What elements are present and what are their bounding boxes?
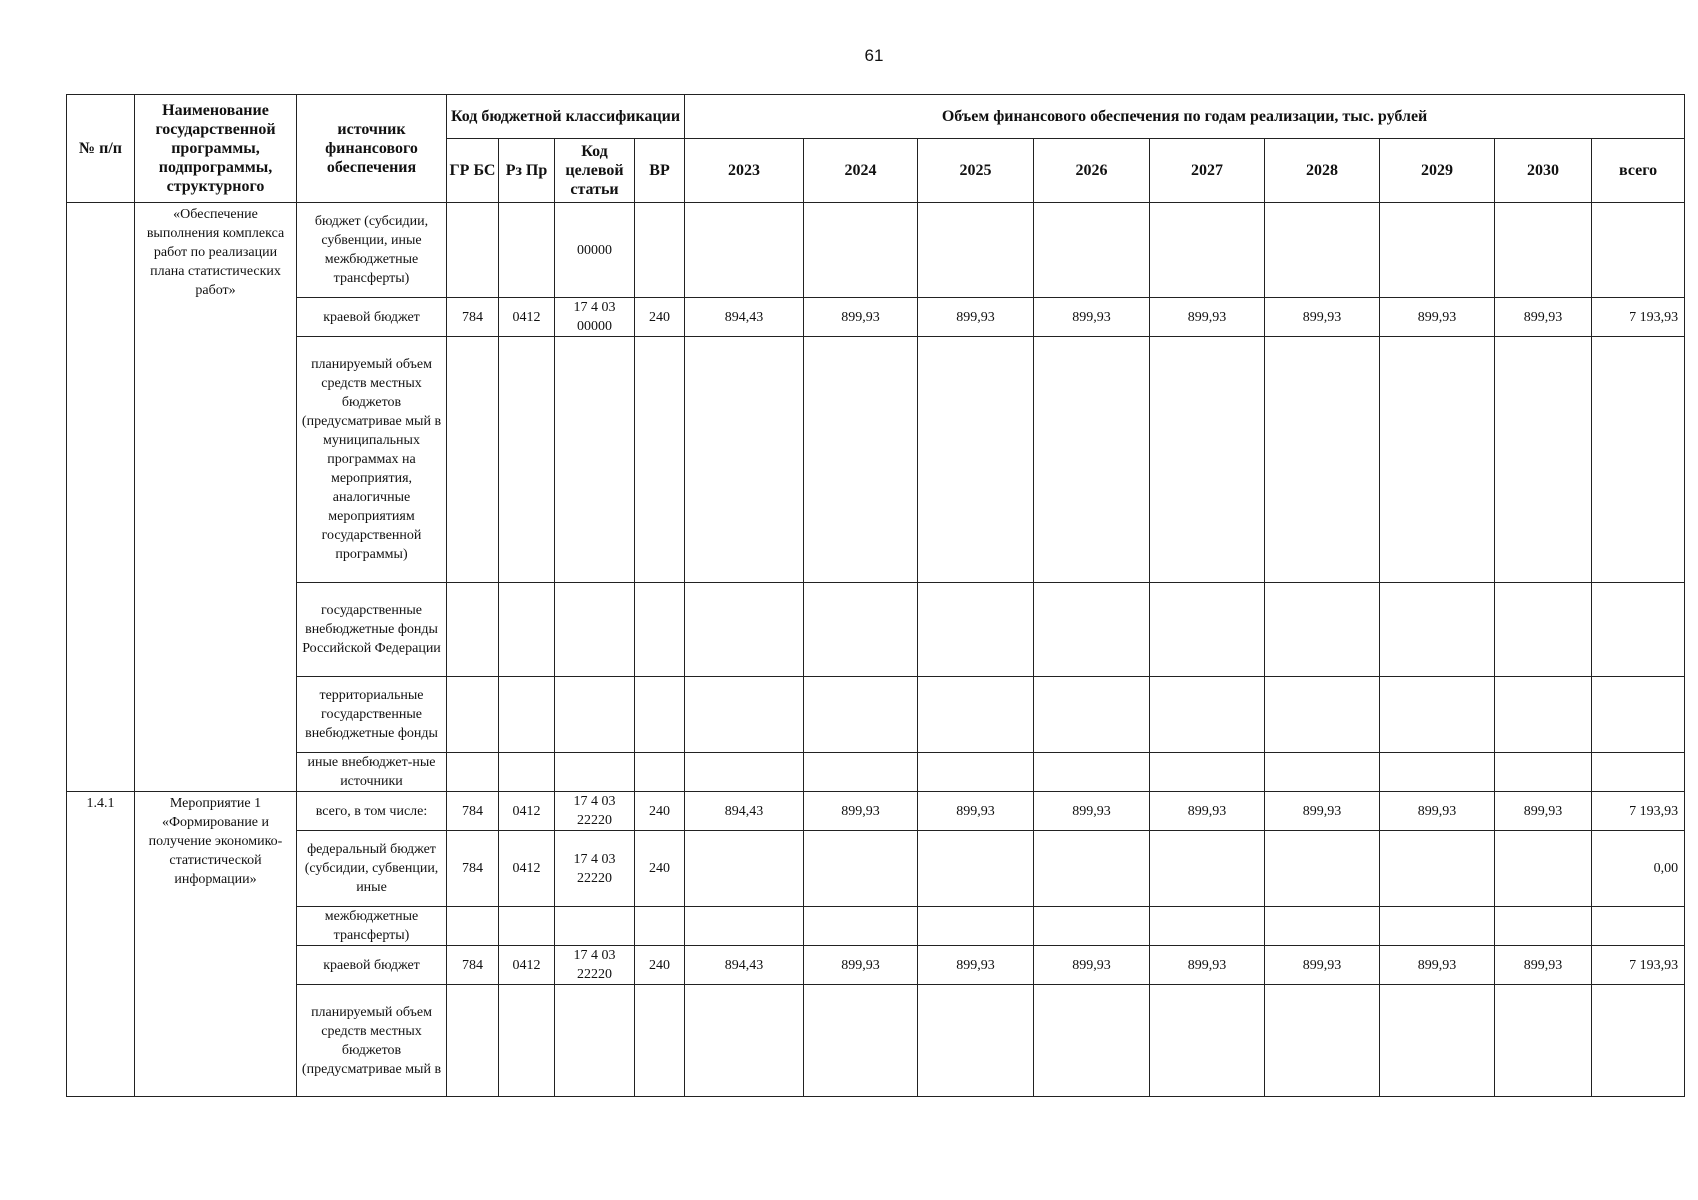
year-amount: 899,93 xyxy=(804,298,918,337)
financing-table xyxy=(66,94,1685,1097)
header-volume: Объем финансового обеспечения по годам реализации, тыс. рублей xyxy=(685,95,1685,139)
header-year: 2023 xyxy=(685,139,804,203)
total-amount xyxy=(1592,985,1685,1097)
year-amount xyxy=(1380,677,1495,753)
rzpr-code xyxy=(499,677,555,753)
total-amount xyxy=(1592,203,1685,298)
year-amount xyxy=(804,583,918,677)
year-amount xyxy=(1034,583,1150,677)
grbs-code: 784 xyxy=(447,831,499,907)
year-amount xyxy=(918,337,1034,583)
total-amount: 7 193,93 xyxy=(1592,792,1685,831)
header-num: № п/п xyxy=(67,95,135,203)
table-row xyxy=(67,985,1685,1097)
year-amount xyxy=(685,677,804,753)
year-amount xyxy=(1380,985,1495,1097)
table-row xyxy=(67,203,1685,298)
target-code: 17 4 03 22220 xyxy=(555,792,635,831)
header-rzpr: Рз Пр xyxy=(499,139,555,203)
year-amount xyxy=(918,985,1034,1097)
vr-code xyxy=(635,203,685,298)
funding-source: краевой бюджет xyxy=(297,298,447,337)
total-amount: 7 193,93 xyxy=(1592,946,1685,985)
year-amount: 894,43 xyxy=(685,792,804,831)
year-amount xyxy=(918,907,1034,946)
year-amount xyxy=(918,203,1034,298)
vr-code xyxy=(635,985,685,1097)
year-amount xyxy=(1380,583,1495,677)
year-amount xyxy=(918,831,1034,907)
header-budget-code: Код бюджетной классификации xyxy=(447,95,685,139)
funding-source: межбюджетные трансферты) xyxy=(297,907,447,946)
year-amount xyxy=(1495,985,1592,1097)
year-amount: 899,93 xyxy=(1495,298,1592,337)
year-amount: 894,43 xyxy=(685,298,804,337)
year-amount: 899,93 xyxy=(918,298,1034,337)
year-amount xyxy=(804,753,918,792)
year-amount: 899,93 xyxy=(1495,946,1592,985)
year-amount xyxy=(685,907,804,946)
table-row xyxy=(67,583,1685,677)
year-amount xyxy=(804,907,918,946)
vr-code xyxy=(635,677,685,753)
year-amount xyxy=(685,583,804,677)
year-amount xyxy=(1034,907,1150,946)
year-amount xyxy=(804,677,918,753)
year-amount: 899,93 xyxy=(1265,298,1380,337)
table-row xyxy=(67,831,1685,907)
header-year: 2030 xyxy=(1495,139,1592,203)
year-amount xyxy=(1380,753,1495,792)
page-number: 61 xyxy=(864,46,884,65)
program-name: «Обеспечение выполнения комплекса работ по реализации плана статистических работ» xyxy=(135,203,297,792)
header-total: всего xyxy=(1592,139,1685,203)
grbs-code xyxy=(447,203,499,298)
total-amount: 0,00 xyxy=(1592,831,1685,907)
year-amount xyxy=(1034,203,1150,298)
total-amount xyxy=(1592,753,1685,792)
header-source: источник финансового обеспечения xyxy=(297,95,447,203)
year-amount xyxy=(1265,907,1380,946)
year-amount: 899,93 xyxy=(1034,946,1150,985)
year-amount xyxy=(804,831,918,907)
target-code xyxy=(555,753,635,792)
year-amount: 899,93 xyxy=(804,946,918,985)
year-amount xyxy=(1265,677,1380,753)
year-amount xyxy=(1150,907,1265,946)
year-amount xyxy=(1265,583,1380,677)
year-amount xyxy=(804,337,918,583)
funding-source: краевой бюджет xyxy=(297,946,447,985)
year-amount xyxy=(1034,677,1150,753)
year-amount xyxy=(1495,583,1592,677)
year-amount xyxy=(918,753,1034,792)
year-amount xyxy=(685,337,804,583)
year-amount xyxy=(1034,753,1150,792)
year-amount xyxy=(1150,831,1265,907)
year-amount xyxy=(804,203,918,298)
header-year: 2028 xyxy=(1265,139,1380,203)
year-amount xyxy=(1034,831,1150,907)
target-code xyxy=(555,985,635,1097)
grbs-code: 784 xyxy=(447,792,499,831)
target-code: 00000 xyxy=(555,203,635,298)
total-amount xyxy=(1592,337,1685,583)
year-amount xyxy=(1265,337,1380,583)
year-amount: 899,93 xyxy=(1380,792,1495,831)
year-amount xyxy=(1150,677,1265,753)
funding-source: государственные внебюджетные фонды Российской Федерации xyxy=(297,583,447,677)
table-row xyxy=(67,907,1685,946)
rzpr-code xyxy=(499,583,555,677)
table-row xyxy=(67,753,1685,792)
year-amount xyxy=(1265,203,1380,298)
funding-source: планируемый объем средств местных бюджетов (предусматривае мый в xyxy=(297,985,447,1097)
header-year: 2024 xyxy=(804,139,918,203)
funding-source: всего, в том числе: xyxy=(297,792,447,831)
year-amount: 899,93 xyxy=(804,792,918,831)
header-grbs: ГР БС xyxy=(447,139,499,203)
year-amount: 899,93 xyxy=(1380,946,1495,985)
grbs-code xyxy=(447,337,499,583)
header-year: 2025 xyxy=(918,139,1034,203)
funding-source: бюджет (субсидии, субвенции, иные межбюджетные трансферты) xyxy=(297,203,447,298)
program-name: Мероприятие 1 «Формирование и получение экономико-статистической информации» xyxy=(135,792,297,1097)
year-amount: 899,93 xyxy=(1034,298,1150,337)
year-amount xyxy=(685,753,804,792)
header-year: 2026 xyxy=(1034,139,1150,203)
grbs-code xyxy=(447,583,499,677)
year-amount xyxy=(1265,753,1380,792)
rzpr-code: 0412 xyxy=(499,792,555,831)
rzpr-code xyxy=(499,753,555,792)
year-amount xyxy=(918,677,1034,753)
table-row xyxy=(67,298,1685,337)
target-code: 17 4 03 00000 xyxy=(555,298,635,337)
year-amount xyxy=(1380,337,1495,583)
year-amount xyxy=(1495,907,1592,946)
table-row xyxy=(67,946,1685,985)
grbs-code xyxy=(447,753,499,792)
vr-code: 240 xyxy=(635,298,685,337)
year-amount: 894,43 xyxy=(685,946,804,985)
target-code: 17 4 03 22220 xyxy=(555,831,635,907)
year-amount: 899,93 xyxy=(1150,298,1265,337)
year-amount: 899,93 xyxy=(1265,946,1380,985)
total-amount xyxy=(1592,907,1685,946)
row-number xyxy=(67,203,135,792)
year-amount: 899,93 xyxy=(1495,792,1592,831)
year-amount xyxy=(1495,337,1592,583)
year-amount xyxy=(685,203,804,298)
year-amount: 899,93 xyxy=(918,792,1034,831)
target-code xyxy=(555,677,635,753)
rzpr-code xyxy=(499,203,555,298)
year-amount xyxy=(1034,337,1150,583)
rzpr-code: 0412 xyxy=(499,298,555,337)
vr-code xyxy=(635,907,685,946)
year-amount xyxy=(1034,985,1150,1097)
vr-code xyxy=(635,583,685,677)
grbs-code xyxy=(447,677,499,753)
vr-code: 240 xyxy=(635,946,685,985)
grbs-code: 784 xyxy=(447,298,499,337)
funding-source: федеральный бюджет (субсидии, субвенции, иные xyxy=(297,831,447,907)
grbs-code xyxy=(447,985,499,1097)
header-vr: ВР xyxy=(635,139,685,203)
target-code xyxy=(555,907,635,946)
rzpr-code: 0412 xyxy=(499,831,555,907)
year-amount xyxy=(1495,831,1592,907)
table-row xyxy=(67,792,1685,831)
year-amount xyxy=(685,985,804,1097)
year-amount xyxy=(685,831,804,907)
year-amount: 899,93 xyxy=(1034,792,1150,831)
grbs-code xyxy=(447,907,499,946)
header-target: Код целевой статьи xyxy=(555,139,635,203)
rzpr-code xyxy=(499,907,555,946)
year-amount xyxy=(1495,753,1592,792)
target-code xyxy=(555,583,635,677)
vr-code xyxy=(635,337,685,583)
year-amount xyxy=(1380,203,1495,298)
year-amount: 899,93 xyxy=(918,946,1034,985)
year-amount: 899,93 xyxy=(1380,298,1495,337)
vr-code xyxy=(635,753,685,792)
total-amount: 7 193,93 xyxy=(1592,298,1685,337)
funding-source: территориальные государственные внебюджетные фонды xyxy=(297,677,447,753)
table-row xyxy=(67,677,1685,753)
year-amount xyxy=(1380,907,1495,946)
row-number: 1.4.1 xyxy=(67,792,135,1097)
header-year: 2027 xyxy=(1150,139,1265,203)
rzpr-code xyxy=(499,337,555,583)
year-amount: 899,93 xyxy=(1150,792,1265,831)
target-code: 17 4 03 22220 xyxy=(555,946,635,985)
vr-code: 240 xyxy=(635,792,685,831)
year-amount: 899,93 xyxy=(1265,792,1380,831)
grbs-code: 784 xyxy=(447,946,499,985)
year-amount: 899,93 xyxy=(1150,946,1265,985)
total-amount xyxy=(1592,677,1685,753)
year-amount xyxy=(1150,753,1265,792)
year-amount xyxy=(1380,831,1495,907)
funding-source: планируемый объем средств местных бюджетов (предусматривае мый в муниципальных программах на мероприятия, аналогичные мероприятиям государственной программы) xyxy=(297,337,447,583)
year-amount xyxy=(1150,583,1265,677)
funding-source: иные внебюджет-ные источники xyxy=(297,753,447,792)
year-amount xyxy=(1495,203,1592,298)
table-row xyxy=(67,337,1685,583)
total-amount xyxy=(1592,583,1685,677)
rzpr-code: 0412 xyxy=(499,946,555,985)
year-amount xyxy=(918,583,1034,677)
target-code xyxy=(555,337,635,583)
header-name: Наименование государственной программы, подпрограммы, структурного xyxy=(135,95,297,203)
year-amount xyxy=(1265,985,1380,1097)
year-amount xyxy=(1150,985,1265,1097)
vr-code: 240 xyxy=(635,831,685,907)
rzpr-code xyxy=(499,985,555,1097)
year-amount xyxy=(1265,831,1380,907)
year-amount xyxy=(1495,677,1592,753)
year-amount xyxy=(1150,203,1265,298)
year-amount xyxy=(804,985,918,1097)
year-amount xyxy=(1150,337,1265,583)
header-year: 2029 xyxy=(1380,139,1495,203)
